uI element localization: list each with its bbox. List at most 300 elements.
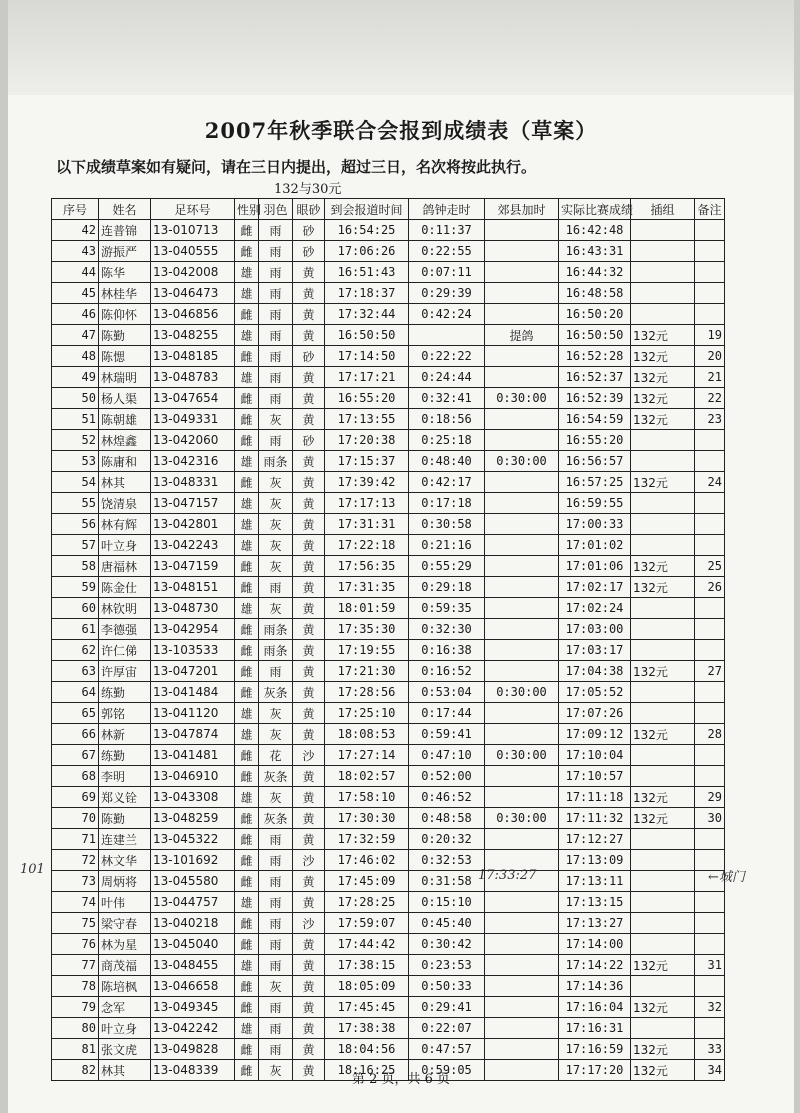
- cell-actual: 16:54:59: [559, 409, 631, 430]
- table-row: [52, 367, 725, 388]
- cell-remark: [695, 514, 725, 535]
- cell-sex: 雌: [235, 409, 259, 430]
- cell-no: 47: [52, 325, 99, 346]
- table-row: [52, 598, 725, 619]
- cell-name: 陈勤: [99, 808, 151, 829]
- cell-sex: 雌: [235, 913, 259, 934]
- cell-no: 71: [52, 829, 99, 850]
- cell-sex: 雌: [235, 808, 259, 829]
- cell-clock: 0:16:52: [409, 661, 485, 682]
- cell-color: 雨: [259, 304, 293, 325]
- cell-color: 灰: [259, 514, 293, 535]
- cell-group: [631, 1018, 695, 1039]
- table-row: [52, 430, 725, 451]
- cell-ring: 13-048259: [151, 808, 235, 829]
- header-group: 插组: [631, 199, 695, 220]
- cell-group: [631, 829, 695, 850]
- table-row: [52, 682, 725, 703]
- cell-group: 132元: [631, 346, 695, 367]
- cell-arrive: 17:39:42: [325, 472, 409, 493]
- cell-sex: 雌: [235, 1039, 259, 1060]
- cell-name: 练勤: [99, 745, 151, 766]
- cell-arrive: 17:31:31: [325, 514, 409, 535]
- cell-eye: 黄: [293, 304, 325, 325]
- cell-color: 雨条: [259, 619, 293, 640]
- cell-sex: 雌: [235, 346, 259, 367]
- cell-sex: 雌: [235, 766, 259, 787]
- table-row: [52, 745, 725, 766]
- cell-sex: 雄: [235, 262, 259, 283]
- cell-color: 雨: [259, 892, 293, 913]
- cell-color: 灰: [259, 724, 293, 745]
- cell-clock: 0:47:57: [409, 1039, 485, 1060]
- table-row: [52, 766, 725, 787]
- cell-name: 饶清泉: [99, 493, 151, 514]
- cell-sex: 雌: [235, 661, 259, 682]
- cell-color: 雨: [259, 871, 293, 892]
- cell-actual: 17:07:26: [559, 703, 631, 724]
- cell-group: [631, 262, 695, 283]
- cell-remark: 30: [695, 808, 725, 829]
- cell-ring: 13-045580: [151, 871, 235, 892]
- header-color: 羽色: [259, 199, 293, 220]
- cell-color: 灰: [259, 787, 293, 808]
- cell-no: 42: [52, 220, 99, 241]
- cell-add: [485, 661, 559, 682]
- table-row: [52, 661, 725, 682]
- cell-eye: 黄: [293, 955, 325, 976]
- cell-eye: 沙: [293, 913, 325, 934]
- cell-no: 43: [52, 241, 99, 262]
- cell-color: 雨: [259, 577, 293, 598]
- cell-clock: 0:55:29: [409, 556, 485, 577]
- cell-clock: 0:16:38: [409, 640, 485, 661]
- cell-arrive: 18:05:09: [325, 976, 409, 997]
- cell-arrive: 17:18:37: [325, 283, 409, 304]
- cell-no: 78: [52, 976, 99, 997]
- cell-clock: 0:15:10: [409, 892, 485, 913]
- cell-add: 0:30:00: [485, 808, 559, 829]
- cell-arrive: 17:35:30: [325, 619, 409, 640]
- cell-name: 林钦明: [99, 598, 151, 619]
- cell-remark: [695, 703, 725, 724]
- cell-actual: 16:43:31: [559, 241, 631, 262]
- cell-remark: 22: [695, 388, 725, 409]
- cell-remark: 27: [695, 661, 725, 682]
- cell-eye: 砂: [293, 346, 325, 367]
- cell-no: 55: [52, 493, 99, 514]
- cell-actual: 17:00:33: [559, 514, 631, 535]
- cell-remark: [695, 640, 725, 661]
- cell-no: 59: [52, 577, 99, 598]
- cell-ring: 13-049828: [151, 1039, 235, 1060]
- cell-no: 80: [52, 1018, 99, 1039]
- cell-add: [485, 535, 559, 556]
- cell-actual: 16:52:28: [559, 346, 631, 367]
- cell-ring: 13-046658: [151, 976, 235, 997]
- table-row: [52, 577, 725, 598]
- cell-actual: 17:14:36: [559, 976, 631, 997]
- cell-add: 0:30:00: [485, 388, 559, 409]
- cell-eye: 黄: [293, 808, 325, 829]
- cell-remark: 34: [695, 1060, 725, 1081]
- table-row: [52, 451, 725, 472]
- cell-add: 0:30:00: [485, 745, 559, 766]
- cell-remark: [695, 745, 725, 766]
- cell-ring: 13-042242: [151, 1018, 235, 1039]
- cell-arrive: 17:28:25: [325, 892, 409, 913]
- cell-actual: 16:52:39: [559, 388, 631, 409]
- cell-ring: 13-046856: [151, 304, 235, 325]
- cell-group: [631, 220, 695, 241]
- cell-add: [485, 703, 559, 724]
- cell-clock: 0:32:53: [409, 850, 485, 871]
- cell-name: 郑义铨: [99, 787, 151, 808]
- cell-group: [631, 451, 695, 472]
- cell-ring: 13-103533: [151, 640, 235, 661]
- cell-sex: 雄: [235, 787, 259, 808]
- cell-remark: [695, 598, 725, 619]
- cell-remark: [695, 241, 725, 262]
- cell-actual: 17:17:20: [559, 1060, 631, 1081]
- cell-eye: 黄: [293, 1018, 325, 1039]
- cell-group: 132元: [631, 787, 695, 808]
- cell-name: 陈金仕: [99, 577, 151, 598]
- cell-color: 雨: [259, 325, 293, 346]
- cell-color: 灰条: [259, 808, 293, 829]
- cell-sex: 雄: [235, 325, 259, 346]
- cell-remark: 32: [695, 997, 725, 1018]
- header-name: 姓名: [99, 199, 151, 220]
- cell-add: [485, 409, 559, 430]
- cell-remark: 20: [695, 346, 725, 367]
- cell-remark: [695, 976, 725, 997]
- cell-no: 61: [52, 619, 99, 640]
- cell-actual: 17:16:04: [559, 997, 631, 1018]
- table-row: [52, 1018, 725, 1039]
- table-row: [52, 913, 725, 934]
- cell-remark: 29: [695, 787, 725, 808]
- cell-actual: 17:02:17: [559, 577, 631, 598]
- cell-no: 52: [52, 430, 99, 451]
- cell-add: [485, 1018, 559, 1039]
- cell-group: 132元: [631, 577, 695, 598]
- cell-eye: 黄: [293, 283, 325, 304]
- cell-name: 林煌鑫: [99, 430, 151, 451]
- cell-arrive: 17:46:02: [325, 850, 409, 871]
- cell-color: 灰: [259, 1060, 293, 1081]
- table-row: [52, 556, 725, 577]
- cell-arrive: 17:45:45: [325, 997, 409, 1018]
- cell-ring: 13-046910: [151, 766, 235, 787]
- cell-sex: 雌: [235, 472, 259, 493]
- cell-actual: 17:01:02: [559, 535, 631, 556]
- cell-remark: 21: [695, 367, 725, 388]
- cell-no: 67: [52, 745, 99, 766]
- table-row: [52, 262, 725, 283]
- cell-clock: 0:30:58: [409, 514, 485, 535]
- cell-arrive: 17:45:09: [325, 871, 409, 892]
- header-clock: 鸽钟走时: [409, 199, 485, 220]
- cell-color: 雨: [259, 913, 293, 934]
- cell-sex: 雌: [235, 871, 259, 892]
- cell-arrive: 17:58:10: [325, 787, 409, 808]
- cell-add: [485, 262, 559, 283]
- table-row: [52, 493, 725, 514]
- cell-remark: [695, 220, 725, 241]
- cell-actual: 17:10:04: [559, 745, 631, 766]
- cell-group: [631, 850, 695, 871]
- cell-eye: 黄: [293, 1060, 325, 1081]
- table-row: [52, 640, 725, 661]
- cell-actual: 17:14:22: [559, 955, 631, 976]
- cell-clock: 0:22:55: [409, 241, 485, 262]
- cell-name: 林为星: [99, 934, 151, 955]
- cell-actual: 16:59:55: [559, 493, 631, 514]
- table-row: [52, 955, 725, 976]
- cell-no: 70: [52, 808, 99, 829]
- cell-ring: 13-040555: [151, 241, 235, 262]
- cell-group: 132元: [631, 724, 695, 745]
- cell-group: 132元: [631, 388, 695, 409]
- cell-arrive: 17:25:10: [325, 703, 409, 724]
- cell-group: [631, 976, 695, 997]
- cell-eye: 黄: [293, 514, 325, 535]
- cell-name: 念军: [99, 997, 151, 1018]
- cell-eye: 黄: [293, 262, 325, 283]
- cell-group: [631, 535, 695, 556]
- cell-color: 雨: [259, 1018, 293, 1039]
- table-row: [52, 976, 725, 997]
- cell-clock: 0:21:16: [409, 535, 485, 556]
- cell-eye: 黄: [293, 1039, 325, 1060]
- cell-name: 叶伟: [99, 892, 151, 913]
- cell-arrive: 16:55:20: [325, 388, 409, 409]
- table-row: [52, 619, 725, 640]
- cell-eye: 黄: [293, 556, 325, 577]
- cell-color: 雨: [259, 829, 293, 850]
- cell-ring: 13-042316: [151, 451, 235, 472]
- cell-clock: 0:45:40: [409, 913, 485, 934]
- cell-sex: 雄: [235, 493, 259, 514]
- cell-add: [485, 934, 559, 955]
- cell-group: 132元: [631, 367, 695, 388]
- table-row: [52, 808, 725, 829]
- cell-arrive: 17:20:38: [325, 430, 409, 451]
- cell-arrive: 18:08:53: [325, 724, 409, 745]
- cell-eye: 沙: [293, 850, 325, 871]
- cell-no: 63: [52, 661, 99, 682]
- cell-color: 灰: [259, 556, 293, 577]
- cell-clock: 0:32:41: [409, 388, 485, 409]
- cell-add: [485, 829, 559, 850]
- table-row: [52, 703, 725, 724]
- cell-no: 53: [52, 451, 99, 472]
- table-row: [52, 892, 725, 913]
- header-arrive: 到会报道时间: [325, 199, 409, 220]
- cell-remark: [695, 262, 725, 283]
- table-row: [52, 871, 725, 892]
- cell-no: 54: [52, 472, 99, 493]
- cell-sex: 雌: [235, 1060, 259, 1081]
- cell-remark: 31: [695, 955, 725, 976]
- cell-eye: 黄: [293, 997, 325, 1018]
- cell-actual: 17:03:17: [559, 640, 631, 661]
- header-no: 序号: [52, 199, 99, 220]
- cell-actual: 16:56:57: [559, 451, 631, 472]
- cell-color: 灰: [259, 598, 293, 619]
- cell-name: 陈朝雄: [99, 409, 151, 430]
- cell-group: [631, 619, 695, 640]
- table-row: [52, 283, 725, 304]
- cell-actual: 17:13:27: [559, 913, 631, 934]
- cell-ring: 13-048455: [151, 955, 235, 976]
- cell-group: [631, 493, 695, 514]
- cell-actual: 16:50:20: [559, 304, 631, 325]
- cell-name: 叶立身: [99, 1018, 151, 1039]
- cell-group: [631, 430, 695, 451]
- cell-sex: 雌: [235, 304, 259, 325]
- cell-color: 雨条: [259, 640, 293, 661]
- table-row: [52, 1039, 725, 1060]
- cell-arrive: 17:22:18: [325, 535, 409, 556]
- cell-eye: 黄: [293, 493, 325, 514]
- cell-sex: 雌: [235, 388, 259, 409]
- cell-color: 雨: [259, 934, 293, 955]
- cell-add: [485, 892, 559, 913]
- cell-remark: [695, 913, 725, 934]
- cell-ring: 13-101692: [151, 850, 235, 871]
- cell-color: 灰条: [259, 682, 293, 703]
- cell-remark: 23: [695, 409, 725, 430]
- cell-no: 73: [52, 871, 99, 892]
- cell-clock: 0:42:24: [409, 304, 485, 325]
- cell-group: 132元: [631, 556, 695, 577]
- cell-remark: [695, 535, 725, 556]
- cell-arrive: 17:56:35: [325, 556, 409, 577]
- cell-add: 0:30:00: [485, 682, 559, 703]
- cell-no: 81: [52, 1039, 99, 1060]
- above-header-note: 132与30元: [274, 182, 342, 197]
- cell-ring: 13-048783: [151, 367, 235, 388]
- cell-ring: 13-048339: [151, 1060, 235, 1081]
- cell-add: [485, 766, 559, 787]
- cell-actual: 16:48:58: [559, 283, 631, 304]
- cell-add: [485, 955, 559, 976]
- cell-no: 75: [52, 913, 99, 934]
- table-row: [52, 514, 725, 535]
- cell-clock: 0:47:10: [409, 745, 485, 766]
- cell-actual: 17:14:00: [559, 934, 631, 955]
- cell-no: 58: [52, 556, 99, 577]
- cell-no: 64: [52, 682, 99, 703]
- cell-remark: [695, 304, 725, 325]
- cell-eye: 黄: [293, 640, 325, 661]
- cell-name: 杨人渠: [99, 388, 151, 409]
- table-row: [52, 220, 725, 241]
- cell-ring: 13-042060: [151, 430, 235, 451]
- table-row: [52, 997, 725, 1018]
- cell-group: 132元: [631, 325, 695, 346]
- cell-name: 陈勤: [99, 325, 151, 346]
- cell-eye: 黄: [293, 661, 325, 682]
- document-page: [8, 0, 794, 1113]
- cell-arrive: 17:44:42: [325, 934, 409, 955]
- cell-no: 51: [52, 409, 99, 430]
- cell-add: [485, 367, 559, 388]
- cell-group: [631, 892, 695, 913]
- cell-name: 商茂福: [99, 955, 151, 976]
- cell-name: 陈愢: [99, 346, 151, 367]
- cell-add: [485, 577, 559, 598]
- handwritten-left-note: 101: [20, 862, 45, 877]
- page-title: 2007年秋季联合会报到成绩表（草案）: [204, 118, 598, 143]
- cell-no: 46: [52, 304, 99, 325]
- cell-name: 游振严: [99, 241, 151, 262]
- cell-no: 65: [52, 703, 99, 724]
- cell-ring: 13-048331: [151, 472, 235, 493]
- cell-actual: 17:01:06: [559, 556, 631, 577]
- cell-name: 林其: [99, 472, 151, 493]
- cell-group: [631, 283, 695, 304]
- cell-arrive: 17:32:59: [325, 829, 409, 850]
- handwritten-right-note: ←城门: [708, 870, 745, 885]
- cell-name: 林文华: [99, 850, 151, 871]
- table-row: [52, 325, 725, 346]
- cell-name: 叶立身: [99, 535, 151, 556]
- cell-add: 0:30:00: [485, 451, 559, 472]
- cell-clock: 0:59:41: [409, 724, 485, 745]
- cell-color: 雨: [259, 955, 293, 976]
- cell-ring: 13-047874: [151, 724, 235, 745]
- cell-color: 灰条: [259, 766, 293, 787]
- cell-add: [485, 787, 559, 808]
- cell-clock: [409, 325, 485, 346]
- cell-color: 雨: [259, 430, 293, 451]
- cell-eye: 黄: [293, 787, 325, 808]
- cell-no: 72: [52, 850, 99, 871]
- cell-ring: 13-047654: [151, 388, 235, 409]
- header-ring: 足环号: [151, 199, 235, 220]
- cell-clock: 0:30:42: [409, 934, 485, 955]
- cell-no: 48: [52, 346, 99, 367]
- cell-remark: [695, 619, 725, 640]
- cell-group: 132元: [631, 1060, 695, 1081]
- cell-add: [485, 556, 559, 577]
- cell-actual: 16:50:50: [559, 325, 631, 346]
- cell-group: [631, 745, 695, 766]
- cell-clock: 0:20:32: [409, 829, 485, 850]
- cell-remark: 19: [695, 325, 725, 346]
- page-footer: 第 2 页，共 6 页: [351, 1072, 451, 1087]
- cell-actual: 16:55:20: [559, 430, 631, 451]
- cell-actual: 17:16:31: [559, 1018, 631, 1039]
- cell-color: 灰: [259, 472, 293, 493]
- cell-eye: 砂: [293, 241, 325, 262]
- table-row: [52, 409, 725, 430]
- cell-name: 林瑞明: [99, 367, 151, 388]
- cell-eye: 黄: [293, 388, 325, 409]
- table-row: [52, 829, 725, 850]
- cell-group: [631, 934, 695, 955]
- cell-add: [485, 283, 559, 304]
- cell-sex: 雄: [235, 724, 259, 745]
- cell-color: 雨: [259, 997, 293, 1018]
- cell-arrive: 17:27:14: [325, 745, 409, 766]
- cell-eye: 黄: [293, 766, 325, 787]
- cell-add: [485, 724, 559, 745]
- cell-arrive: 17:30:30: [325, 808, 409, 829]
